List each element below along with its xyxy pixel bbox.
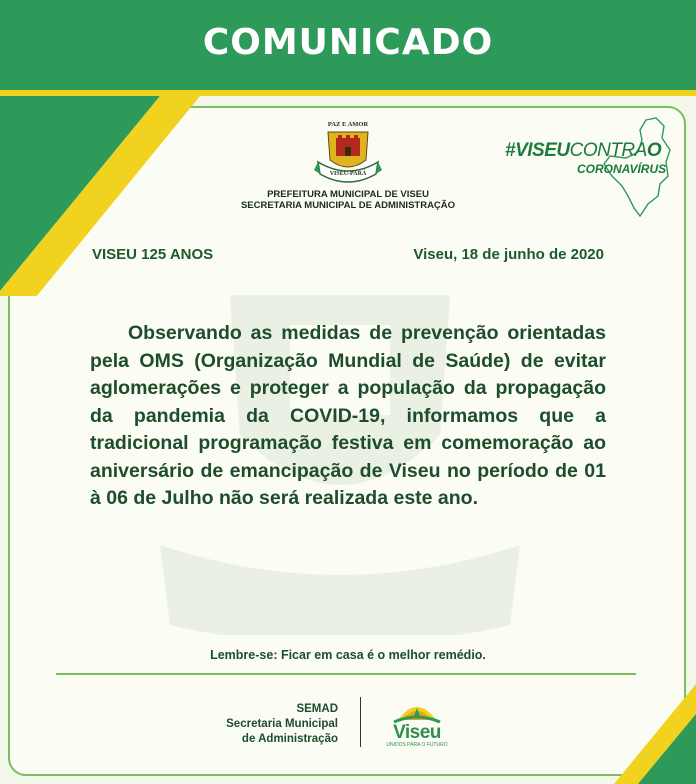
department-block	[190, 702, 338, 747]
campaign-hashtag	[505, 140, 667, 176]
hashtag-o: O	[646, 140, 662, 161]
header-banner	[0, 0, 696, 90]
department-acronym: SEMAD	[296, 703, 338, 715]
bottom-right-ribbon	[596, 676, 696, 784]
hashtag-bold: #VISEU	[505, 140, 570, 161]
page-title: COMUNICADO	[202, 22, 494, 63]
department-line-2: de Administração	[241, 733, 338, 745]
org-line-2: SECRETARIA MUNICIPAL DE ADMINISTRAÇÃO	[240, 200, 456, 211]
announcement-body: Observando as medidas de prevenção orientadas pela OMS (Organização Mundial de Saúde) de evitar aglomerações e proteger a população da propagação da pandemia da COVID-19, informamos que a tradicional programação festiva em comemoração ao aniversário de emancipação de Viseu no período de 01 à 06 de Julho não será realizada este ano.	[90, 322, 606, 509]
crest-motto: PAZ E AMOR	[327, 121, 369, 128]
municipal-crest-icon	[314, 118, 382, 188]
logo-wordmark: Viseu	[393, 722, 441, 743]
crest-city: VISEU-PARÁ	[329, 171, 367, 177]
anniversary-label: VISEU 125 ANOS	[92, 246, 214, 263]
department-line-1: Secretaria Municipal	[226, 718, 338, 730]
footer-vertical-divider	[360, 697, 361, 747]
hashtag-subtitle: CORONAVÍRUS	[577, 162, 667, 176]
logo-tagline: UNIDOS PARA O FUTURO	[386, 742, 448, 748]
org-line-1: PREFEITURA MUNICIPAL DE VISEU	[267, 189, 429, 200]
reminder-text: Lembre-se: Ficar em casa é o melhor remédio.	[210, 648, 486, 662]
document-date: Viseu, 18 de junho de 2020	[413, 246, 604, 263]
hashtag-contra: CONTRA	[569, 140, 647, 161]
footer-divider	[56, 673, 636, 675]
hashtag-text	[505, 140, 661, 162]
organization-name	[210, 189, 486, 211]
